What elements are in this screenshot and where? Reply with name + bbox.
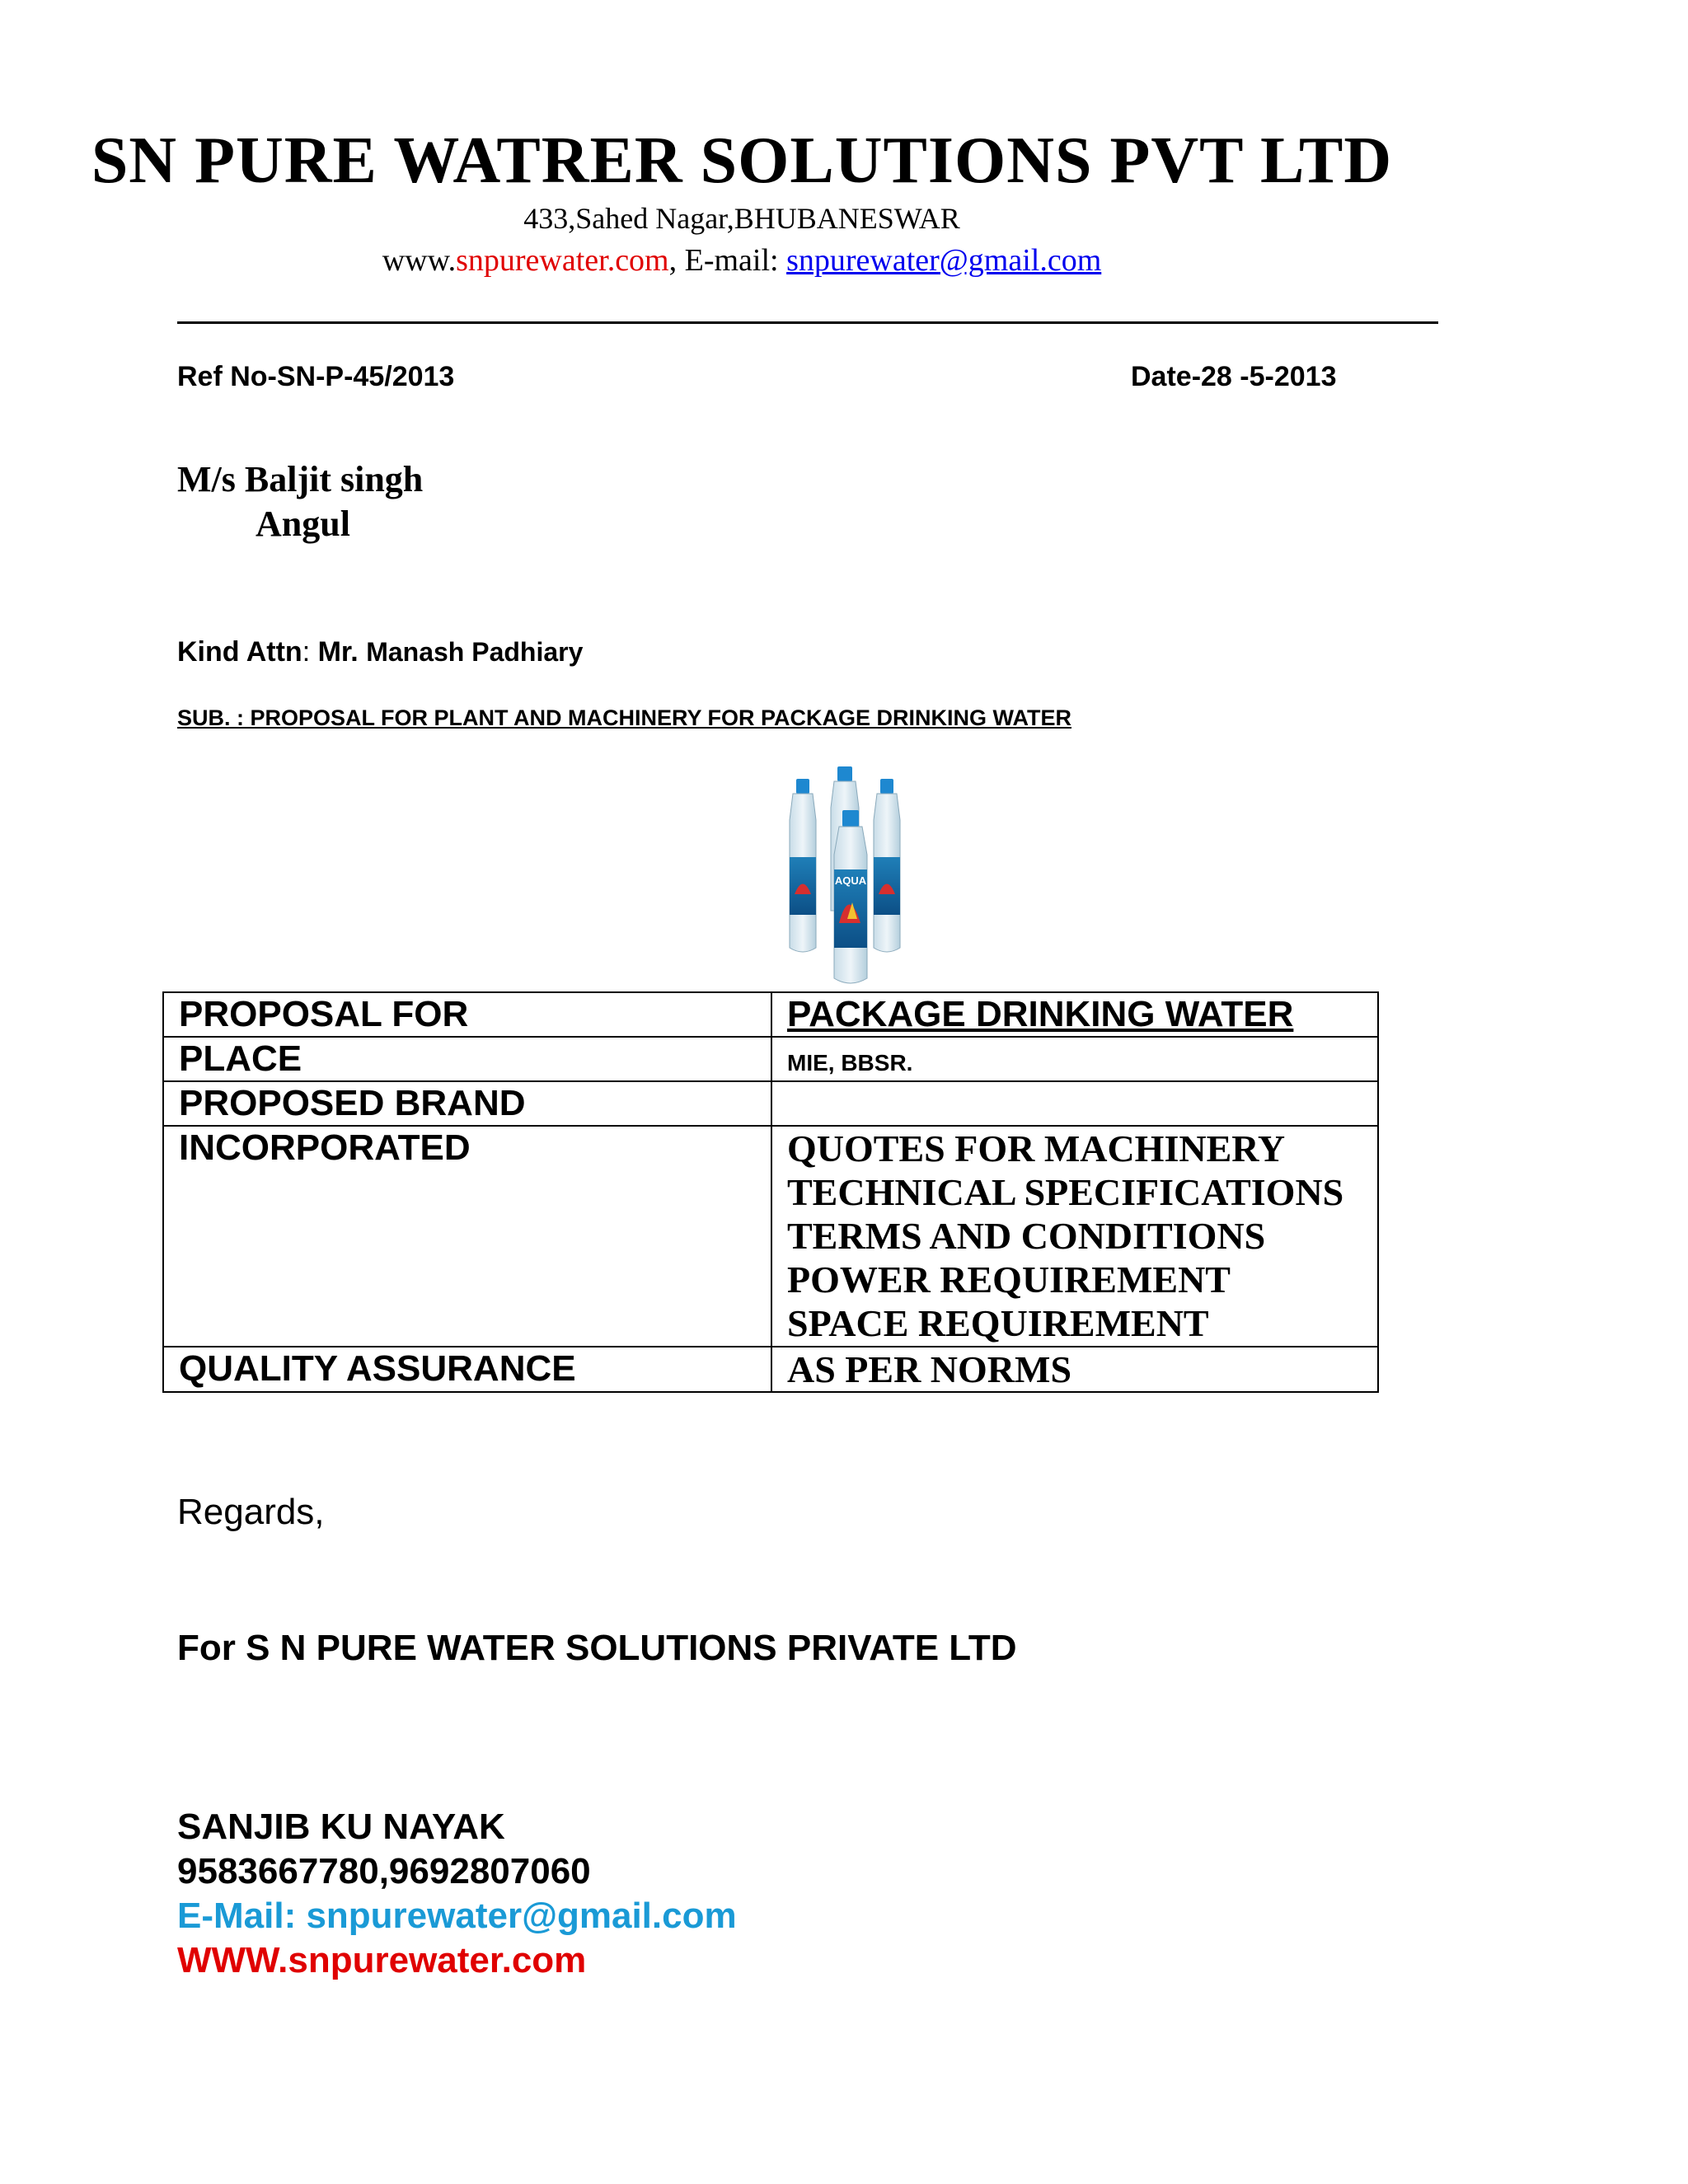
- recipient-city: Angul: [256, 504, 350, 544]
- recipient-name: M/s Baljit singh: [177, 459, 424, 499]
- table-row: [163, 1081, 1378, 1126]
- email-label: , E-mail:: [668, 243, 787, 278]
- incorporated-item: TECHNICAL SPECIFICATIONS: [787, 1171, 1344, 1213]
- table-row: [163, 1037, 1378, 1081]
- incorporated-item: SPACE REQUIREMENT: [787, 1302, 1209, 1344]
- bottle-front: [834, 810, 867, 983]
- table-value-incorporated: [771, 1126, 1378, 1347]
- table-value-place: MIE, BBSR.: [771, 1037, 1378, 1081]
- attention-label: Kind Attn: [177, 636, 302, 668]
- reference-number: Ref No-SN-P-45/2013: [177, 361, 455, 392]
- email-link[interactable]: snpurewater@gmail.com: [786, 243, 1102, 278]
- bottle-label-text: AQUA: [834, 874, 867, 887]
- attention-line: [177, 636, 583, 668]
- header-divider: [177, 321, 1438, 324]
- web-prefix: www.: [382, 243, 457, 278]
- attention-separator: :: [302, 636, 318, 668]
- company-name: SN PURE WATRER SOLUTIONS PVT LTD: [91, 124, 1393, 197]
- for-company-text: For S N PURE WATER SOLUTIONS PRIVATE LTD: [177, 1628, 1017, 1668]
- company-contact-line: [0, 242, 1484, 279]
- table-key-proposed-brand: PROPOSED BRAND: [163, 1081, 771, 1126]
- table-key-incorporated: INCORPORATED: [163, 1126, 771, 1347]
- attention-title: Mr.: [317, 636, 359, 668]
- table-value-proposed-brand: [771, 1081, 1378, 1126]
- signatory-name: SANJIB KU NAYAK: [177, 1807, 505, 1847]
- incorporated-item: TERMS AND CONDITIONS: [787, 1215, 1266, 1257]
- table-row: [163, 992, 1378, 1037]
- bottle-back-right: [874, 779, 900, 952]
- letter-date: Date-28 -5-2013: [1131, 361, 1337, 392]
- subject-line: SUB. : PROPOSAL FOR PLANT AND MACHINERY FOR PACKAGE DRINKING WATER: [177, 705, 1072, 730]
- incorporated-item: POWER REQUIREMENT: [787, 1258, 1231, 1301]
- table-value-quality-assurance: AS PER NORMS: [771, 1347, 1378, 1392]
- regards-text: Regards,: [177, 1492, 325, 1532]
- table-value-proposal-for: PACKAGE DRINKING WATER: [771, 992, 1378, 1037]
- table-key-proposal-for: PROPOSAL FOR: [163, 992, 771, 1037]
- signatory-phones: 9583667780,9692807060: [177, 1851, 591, 1891]
- table-row: [163, 1347, 1378, 1392]
- proposal-table: [162, 991, 1379, 1393]
- table-key-quality-assurance: QUALITY ASSURANCE: [163, 1347, 771, 1392]
- website-domain[interactable]: snpurewater.com: [456, 243, 669, 278]
- incorporated-item: QUOTES FOR MACHINERY: [787, 1127, 1286, 1169]
- signatory-email[interactable]: E-Mail: snpurewater@gmail.com: [177, 1896, 737, 1936]
- water-bottles-image: [767, 762, 948, 989]
- bottle-back-left: [790, 779, 816, 952]
- table-row: [163, 1126, 1378, 1347]
- table-key-place: PLACE: [163, 1037, 771, 1081]
- attention-name: Manash Padhiary: [366, 637, 584, 667]
- company-address: 433,Sahed Nagar,BHUBANESWAR: [523, 202, 960, 235]
- signatory-website[interactable]: WWW.snpurewater.com: [177, 1940, 587, 1980]
